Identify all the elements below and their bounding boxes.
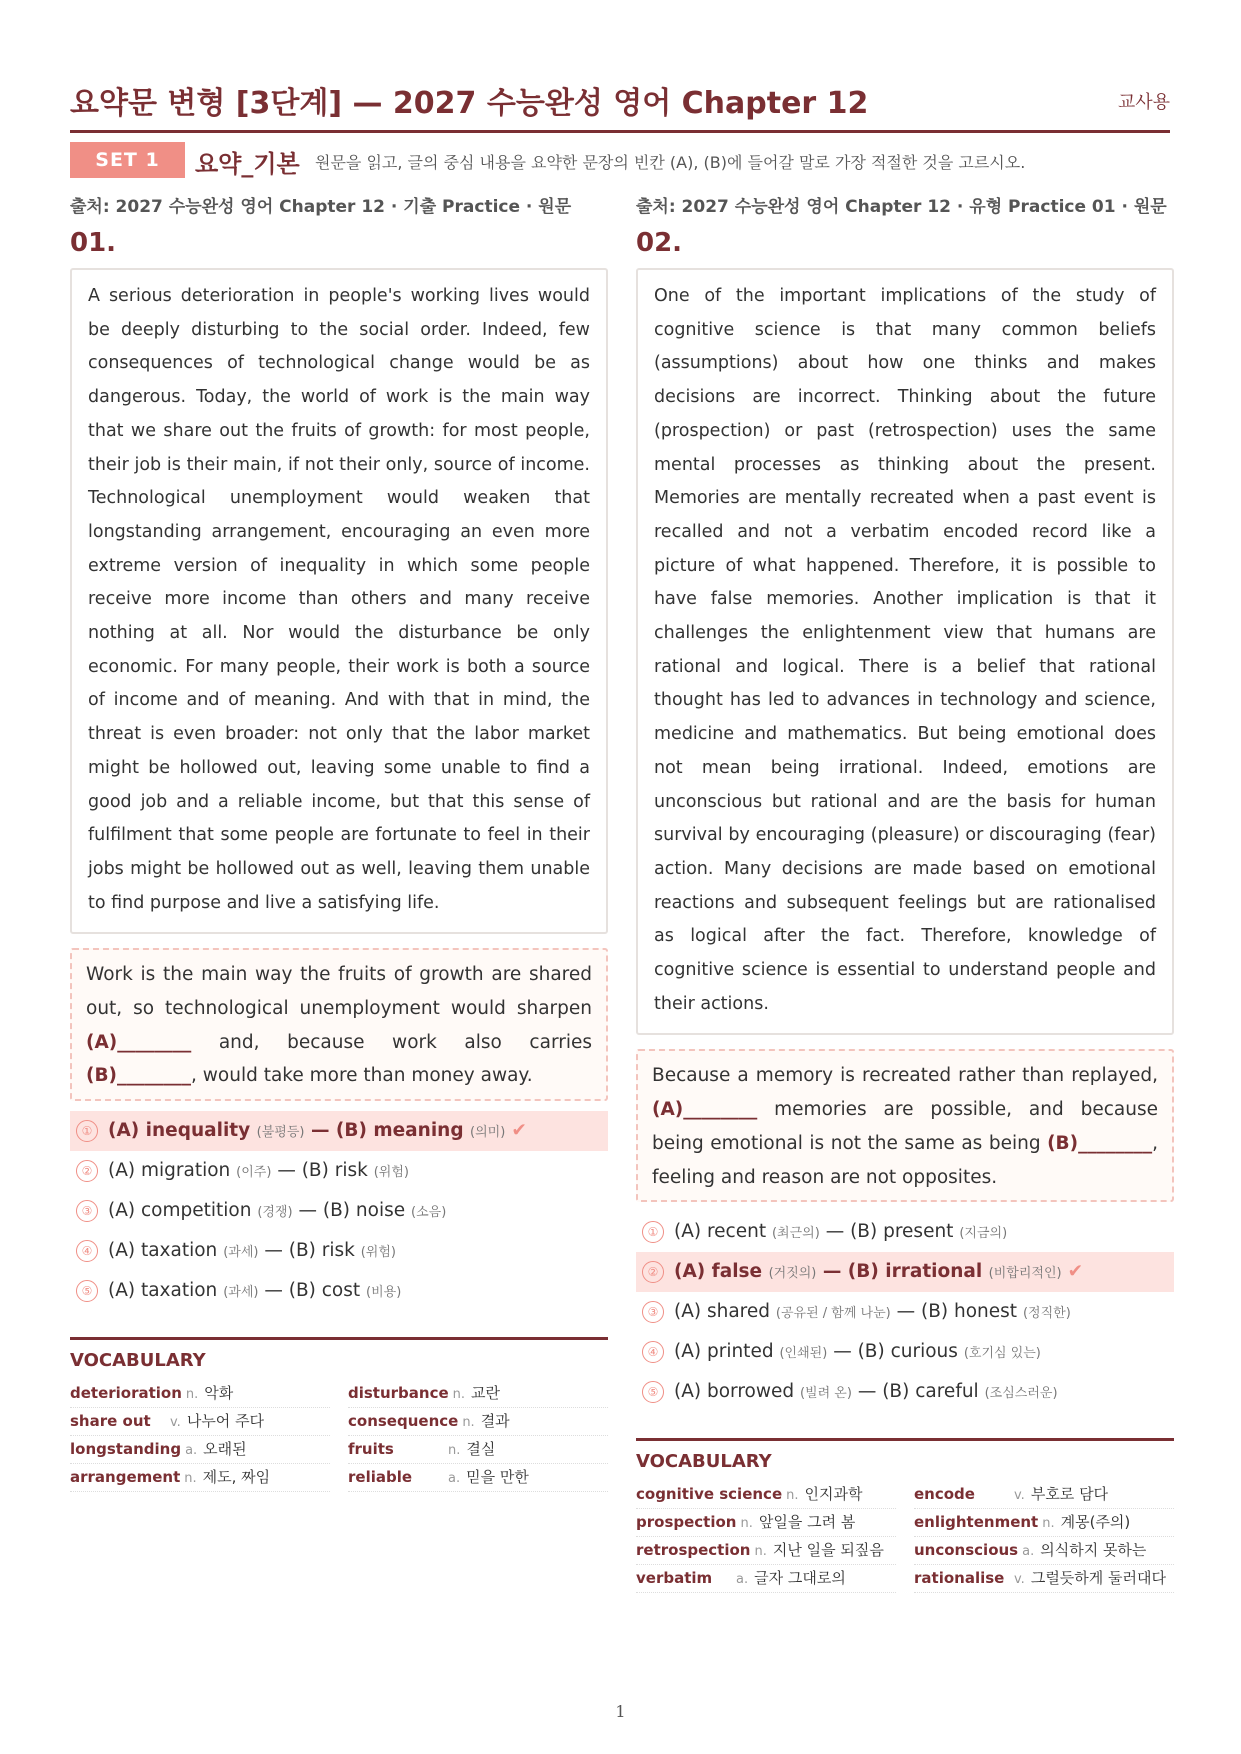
- blank-b: (B)________: [1047, 1132, 1153, 1154]
- option-b-ko: (호기심 있는): [963, 1346, 1041, 1362]
- dash: —: [833, 1341, 852, 1363]
- option-b-ko: (조심스러운): [984, 1386, 1058, 1402]
- vocab-meaning: 교란: [471, 1384, 501, 1403]
- option-1[interactable]: [636, 1212, 1174, 1252]
- blank-a: (A)________: [86, 1031, 192, 1053]
- vocab-pos: n.: [462, 1415, 475, 1431]
- vocabulary-section: [636, 1438, 1174, 1593]
- passage: One of the important implications of the study of cognitive science is that many common beliefs (assumptions) about how one thinks and makes decisions are incorrect. Thinking about the future (prospection) or past (retrospection) uses the same mental processes as thinking about the present. Memories are mentally recreated when a past event is recalled and not a verbatim encoded record like a picture of what happened. Therefore, it is possible to have false memories. Another implication is that it challenges the enlightenment view that humans are rational and logical. There is a belief that rational thought has led to advances in technology and science, medicine and mathematics. But being emotional does not mean being irrational. Indeed, emotions are unconscious but rational and are the basis for human survival by encouraging (pleasure) or discouraging (fear) action. Many decisions are made based on emotional reactions and subsequent feelings but are rationalised as logical after the fact. Therefore, knowledge of cognitive science is essential to understand people and their actions.: [636, 268, 1174, 1035]
- vocab-pos: a.: [448, 1471, 461, 1487]
- summary-box: [70, 948, 608, 1101]
- vocab-item: [636, 1565, 896, 1593]
- vocab-item: [70, 1436, 330, 1464]
- dash: —: [857, 1381, 877, 1403]
- option-a-ko: (경쟁): [257, 1205, 293, 1221]
- set-bar: [70, 142, 1170, 180]
- option-3[interactable]: [636, 1292, 1174, 1332]
- vocab-meaning: 의식하지 못하는: [1040, 1541, 1147, 1560]
- dash: —: [264, 1280, 283, 1302]
- vocab-item: [348, 1380, 608, 1408]
- option-b-ko: (위험): [373, 1165, 409, 1181]
- vocab-pos: n.: [786, 1488, 799, 1504]
- vocab-word: share out: [70, 1412, 151, 1431]
- vocab-pos: n.: [740, 1516, 753, 1532]
- option-b: (B) cost: [288, 1280, 361, 1302]
- vocab-pos: v.: [170, 1415, 181, 1431]
- vocab-item: [914, 1509, 1174, 1537]
- vocab-word: reliable: [348, 1468, 413, 1487]
- option-1[interactable]: [70, 1111, 608, 1151]
- option-number: ②: [76, 1160, 98, 1182]
- vocab-pos: v.: [1014, 1488, 1025, 1504]
- vocab-word: longstanding: [70, 1440, 182, 1459]
- question-1: [70, 192, 608, 1492]
- option-b-ko: (의미): [470, 1125, 506, 1141]
- page-title: 요약문 변형 [3단계] — 2027 수능완성 영어 Chapter 12: [70, 86, 869, 121]
- option-a: (A) taxation: [108, 1240, 218, 1262]
- source-line: 출처: 2027 수능완성 영어 Chapter 12 · 기출 Practice · 원문: [70, 197, 572, 217]
- option-number: ②: [642, 1261, 664, 1283]
- option-a-ko: (최근의): [771, 1226, 820, 1242]
- set-badge: SET 1: [70, 142, 185, 178]
- question-number: 01.: [70, 228, 117, 258]
- option-b: (B) risk: [288, 1240, 355, 1262]
- option-number: ④: [76, 1240, 98, 1262]
- vocab-item: [636, 1509, 896, 1537]
- option-a: (A) recent: [674, 1221, 767, 1243]
- option-number: ⑤: [642, 1381, 664, 1403]
- vocab-meaning: 계몽(주의): [1060, 1513, 1131, 1532]
- option-number: ①: [76, 1120, 98, 1142]
- vocab-item: [914, 1565, 1174, 1593]
- source-line: 출처: 2027 수능완성 영어 Chapter 12 · 유형 Practice 01 · 원문: [636, 197, 1167, 217]
- vocab-item: [914, 1481, 1174, 1509]
- option-a-ko: (과세): [223, 1245, 259, 1261]
- vocab-item: [70, 1380, 330, 1408]
- vocab-item: [348, 1408, 608, 1436]
- vocab-word: fruits: [348, 1440, 394, 1459]
- option-2[interactable]: [70, 1151, 608, 1191]
- vocab-word: cognitive science: [636, 1485, 783, 1504]
- option-a-ko: (공유된 / 함께 나눈): [775, 1306, 891, 1322]
- vocab-meaning: 글자 그대로의: [754, 1569, 846, 1588]
- option-number: ③: [76, 1200, 98, 1222]
- vocab-word: arrangement: [70, 1468, 181, 1487]
- vocab-pos: n.: [185, 1387, 199, 1403]
- vocab-meaning: 악화: [204, 1384, 234, 1403]
- option-a: (A) shared: [674, 1301, 770, 1323]
- option-b-ko: (비합리적인): [988, 1266, 1062, 1282]
- summary-text: Because a memory is recreated rather than replayed,: [652, 1065, 1158, 1087]
- check-icon: ✔: [1067, 1261, 1084, 1283]
- set-title: 요약_기본: [195, 150, 300, 178]
- option-a: (A) inequality: [108, 1120, 251, 1142]
- question-number: 02.: [636, 228, 683, 258]
- option-b-ko: (지금의): [959, 1226, 1008, 1242]
- option-b-ko: (비용): [366, 1285, 402, 1301]
- check-icon: ✔: [511, 1120, 527, 1142]
- summary-box: [636, 1049, 1174, 1202]
- teacher-tag: 교사용: [1117, 92, 1170, 113]
- vocab-word: rationalise: [914, 1569, 1005, 1588]
- vocab-meaning: 부호로 담다: [1030, 1485, 1109, 1504]
- vocab-item: [70, 1464, 330, 1492]
- option-number: ⑤: [76, 1280, 98, 1302]
- option-a-ko: (불평등): [256, 1125, 305, 1141]
- option-a: (A) competition: [108, 1200, 252, 1222]
- dash: —: [277, 1160, 296, 1182]
- option-5[interactable]: [636, 1372, 1174, 1412]
- summary-text: Work is the main way the fruits of growth are shared out, so technological unemployment would sharpen: [86, 964, 592, 1020]
- dash: —: [822, 1261, 842, 1283]
- option-a: (A) borrowed: [674, 1381, 795, 1403]
- option-a-ko: (과세): [223, 1285, 259, 1301]
- vocabulary-title: VOCABULARY: [70, 1350, 206, 1372]
- vocab-word: consequence: [348, 1412, 459, 1431]
- dash: —: [264, 1240, 283, 1262]
- option-b-ko: (소음): [411, 1205, 447, 1221]
- option-a: (A) taxation: [108, 1280, 218, 1302]
- vocab-item: [348, 1436, 608, 1464]
- vocab-meaning: 결실: [466, 1440, 496, 1459]
- vocab-meaning: 오래된: [203, 1440, 247, 1459]
- option-a: (A) printed: [674, 1341, 774, 1363]
- answer-options: [636, 1212, 1174, 1412]
- vocab-pos: n.: [754, 1544, 767, 1560]
- vocab-item: [636, 1537, 896, 1565]
- vocab-word: prospection: [636, 1513, 737, 1532]
- option-b-ko: (위험): [360, 1245, 396, 1261]
- option-b: (B) curious: [857, 1341, 958, 1363]
- option-3[interactable]: [70, 1191, 608, 1231]
- blank-a: (A)________: [652, 1099, 758, 1121]
- vocabulary-section: [70, 1337, 608, 1492]
- vocab-pos: a.: [1022, 1544, 1035, 1560]
- summary-text: memories are possible, and because being emotional is not the same as being: [652, 1099, 1158, 1154]
- option-5[interactable]: [70, 1271, 608, 1311]
- dash: —: [298, 1200, 317, 1222]
- option-number: ①: [642, 1221, 664, 1243]
- vocab-pos: n.: [448, 1443, 461, 1459]
- option-number: ④: [642, 1341, 664, 1363]
- option-b-ko: (정직한): [1022, 1306, 1071, 1322]
- vocabulary-title: VOCABULARY: [636, 1451, 772, 1473]
- page-number: 1: [615, 1702, 626, 1721]
- vocab-word: unconscious: [914, 1541, 1019, 1560]
- summary-text: , feeling and reason are not opposites.: [652, 1132, 1158, 1188]
- option-a-ko: (거짓의): [768, 1266, 817, 1282]
- vocab-word: deterioration: [70, 1384, 182, 1403]
- vocab-pos: a.: [736, 1572, 749, 1588]
- vocab-meaning: 제도, 짜임: [202, 1468, 271, 1487]
- vocab-pos: n.: [452, 1387, 466, 1403]
- vocab-pos: a.: [185, 1443, 198, 1459]
- option-2[interactable]: [636, 1252, 1174, 1292]
- vocab-pos: n.: [184, 1471, 197, 1487]
- vocab-meaning: 믿을 만한: [466, 1468, 529, 1487]
- vocab-pos: v.: [1014, 1572, 1025, 1588]
- vocab-item: [348, 1464, 608, 1492]
- dash: —: [825, 1221, 845, 1243]
- vocab-word: enlightenment: [914, 1513, 1039, 1532]
- option-b: (B) risk: [301, 1160, 368, 1182]
- option-a: (A) migration: [108, 1160, 231, 1182]
- option-b: (B) noise: [322, 1200, 406, 1222]
- set-instruction: 원문을 읽고, 글의 중심 내용을 요약한 문장의 빈칸 (A), (B)에 들어갈 말로 가장 적절한 것을 고르시오.: [315, 153, 1026, 172]
- vocab-meaning: 그럴듯하게 둘러대다: [1030, 1569, 1167, 1588]
- question-2: [636, 192, 1174, 1593]
- vocab-meaning: 지난 일을 되짚음: [772, 1541, 884, 1560]
- answer-options: [70, 1111, 608, 1311]
- vocab-item: [914, 1537, 1174, 1565]
- option-number: ③: [642, 1301, 664, 1323]
- vocab-word: verbatim: [636, 1569, 713, 1588]
- summary-text: , would take more than money away.: [191, 1065, 533, 1087]
- vocab-word: disturbance: [348, 1384, 449, 1403]
- option-b: (B) careful: [882, 1381, 979, 1403]
- vocab-meaning: 나누어 주다: [186, 1412, 265, 1431]
- vocab-item: [70, 1408, 330, 1436]
- option-b: (B) meaning: [335, 1120, 464, 1142]
- vocab-pos: n.: [1042, 1516, 1055, 1532]
- vocabulary-grid: [70, 1380, 608, 1492]
- vocabulary-grid: [636, 1481, 1174, 1593]
- dash: —: [310, 1120, 330, 1142]
- passage: A serious deterioration in people's working lives would be deeply disturbing to the social order. Indeed, few consequences of technological change would be as dangerous. Today, the world of work is the main way that we share out the fruits of growth: for most people, their job is their main, if not their only, source of income. Technological unemployment would weaken that longstanding arrangement, encouraging an even more extreme version of inequality in which some people receive more income than others and many receive nothing at all. Nor would the disturbance be only economic. For many people, their work is both a source of income and of meaning. And with that in mind, the threat is even broader: not only that the labor market might be hollowed out, leaving some unable to find a good job and a reliable income, but that this sense of fulfilment that some people are fortunate to feel in their jobs might be hollowed out as well, leaving them unable to find purpose and live a satisfying life.: [70, 268, 608, 934]
- summary-text: and, because work also carries: [191, 1031, 592, 1053]
- dash: —: [896, 1301, 916, 1323]
- option-a-ko: (인쇄된): [779, 1346, 828, 1362]
- vocab-word: encode: [914, 1485, 975, 1504]
- page-header: [70, 78, 1170, 133]
- vocab-meaning: 인지과학: [804, 1485, 863, 1504]
- option-a-ko: (이주): [236, 1165, 272, 1181]
- option-a-ko: (빌려 온): [799, 1386, 852, 1402]
- option-b: (B) present: [850, 1221, 954, 1243]
- vocab-meaning: 결과: [480, 1412, 510, 1431]
- option-4[interactable]: [636, 1332, 1174, 1372]
- vocab-word: retrospection: [636, 1541, 751, 1560]
- vocab-item: [636, 1481, 896, 1509]
- vocab-meaning: 앞일을 그려 봄: [758, 1513, 856, 1532]
- option-b: (B) irrational: [847, 1261, 983, 1283]
- option-4[interactable]: [70, 1231, 608, 1271]
- blank-b: (B)________: [86, 1065, 192, 1087]
- option-a: (A) false: [674, 1261, 763, 1283]
- option-b: (B) honest: [921, 1301, 1018, 1323]
